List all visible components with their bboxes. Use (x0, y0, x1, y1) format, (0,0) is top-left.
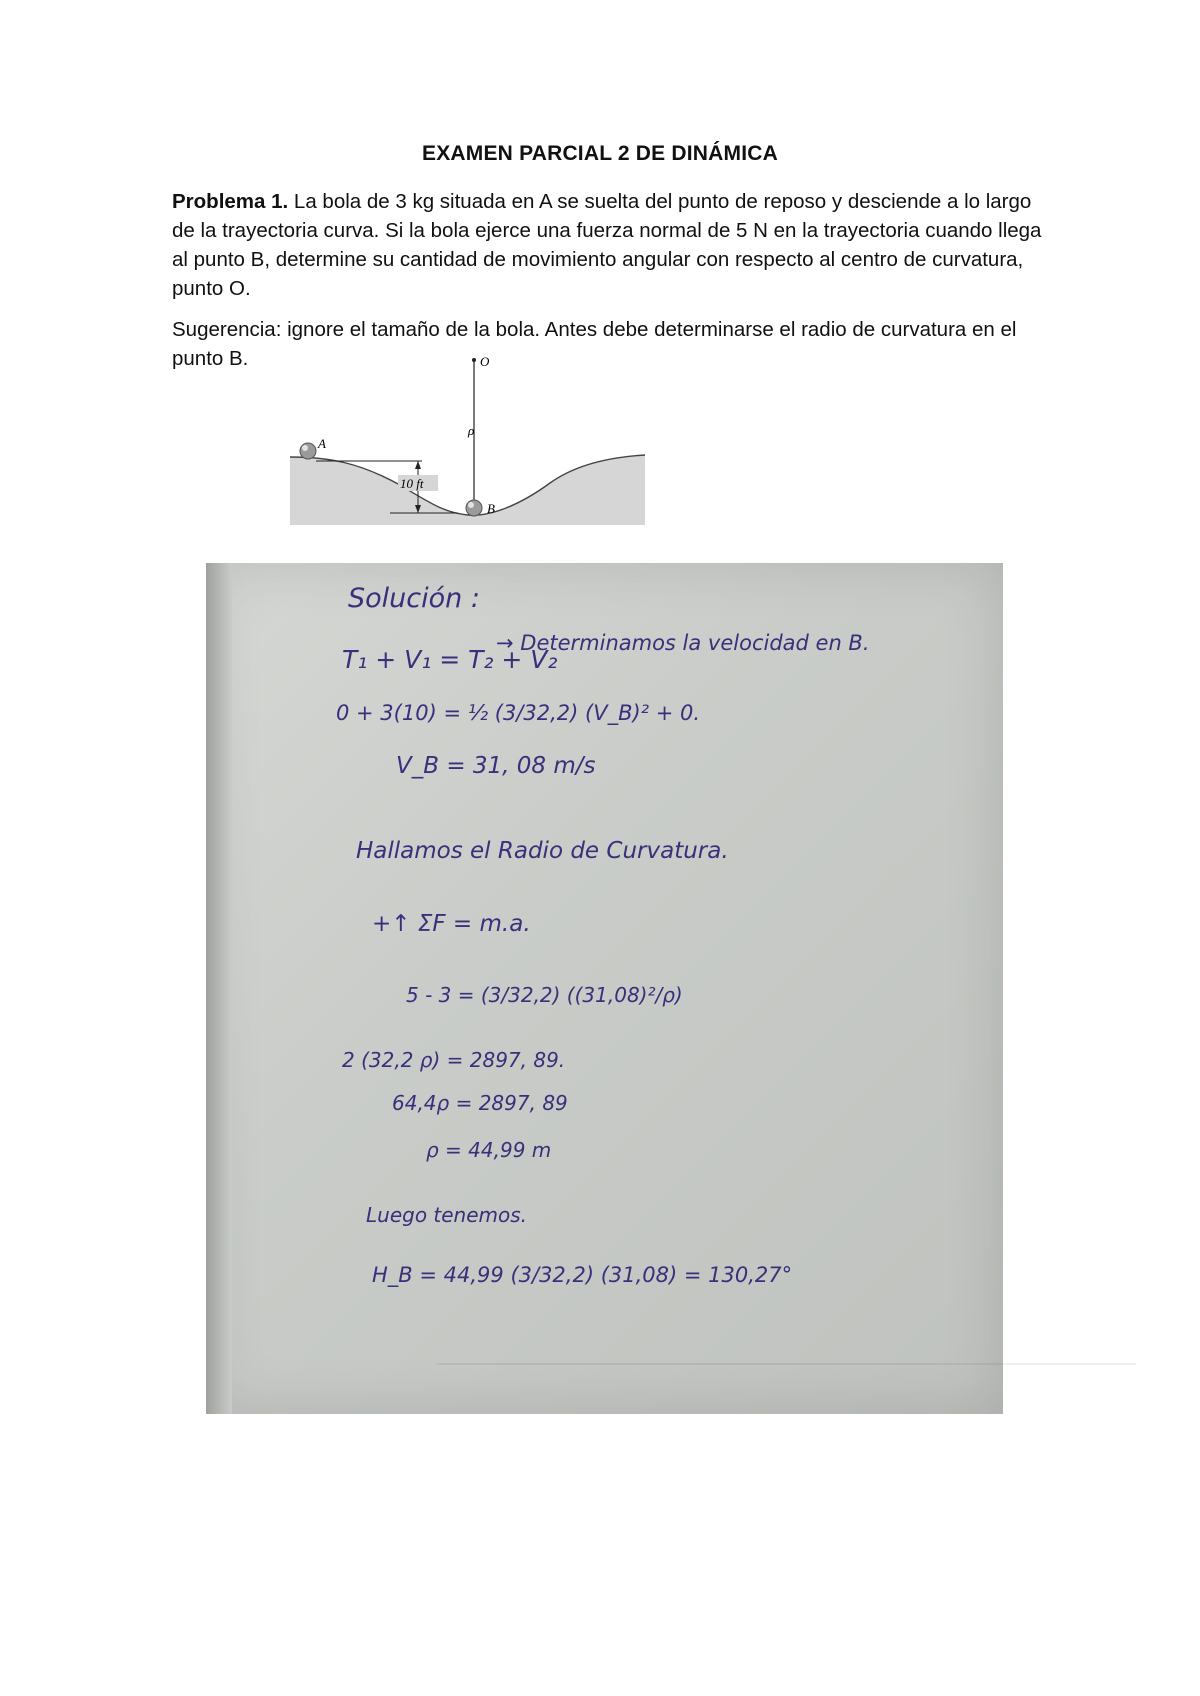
label-rho: ρ (468, 423, 475, 438)
problem-label: Problema 1. (172, 190, 289, 213)
height-label: 10 ft (400, 476, 424, 491)
label-a: A (318, 436, 326, 451)
problem-statement (172, 187, 1052, 303)
solution-line-7: 2 (32,2 ρ) = 2897, 89. (342, 1048, 566, 1072)
label-b: B (487, 501, 495, 516)
solution-line-4: Hallamos el Radio de Curvatura. (356, 838, 729, 864)
solution-note: → Determinamos la velocidad en B. (496, 631, 870, 655)
solution-line-8: 64,4ρ = 2897, 89 (392, 1091, 568, 1115)
trajectory-figure (290, 345, 650, 535)
solution-line-6: 5 - 3 = (3/32,2) ((31,08)²/ρ) (406, 983, 683, 1007)
trajectory-diagram (290, 345, 650, 535)
handwritten-solution-photo (206, 563, 1003, 1414)
solution-line-1: T₁ + V₁ = T₂ + V₂ (342, 645, 558, 674)
label-o: O (480, 354, 490, 369)
ball-a (300, 443, 316, 459)
page-title: EXAMEN PARCIAL 2 DE DINÁMICA (421, 142, 779, 165)
solution-line-5: +↑ ΣF = m.a. (372, 911, 531, 937)
center-point-o (472, 358, 476, 362)
problem-text: La bola de 3 kg situada en A se suelta del punto de reposo y desciende a lo largo de la trayectoria curva. Si la bola ejerce una fuerza normal de 5 N en la trayectoria cuando llega al punto B, determine su cantidad de movimiento angular con respecto al centro de curvatura, punto O. (172, 190, 1042, 300)
solution-heading: Solución : (348, 583, 480, 614)
hint-text: Sugerencia: ignore el tamaño de la bola. Antes debe determinarse el radio de curvatura en el punto B. (172, 318, 1017, 370)
photo-edge (206, 563, 232, 1414)
solution-line-3: V_B = 31, 08 m/s (396, 753, 596, 779)
solution-line-10: Luego tenemos. (366, 1203, 528, 1227)
solution-line-9: ρ = 44,99 m (426, 1138, 552, 1162)
ball-b (466, 500, 482, 516)
solution-line-11: H_B = 44,99 (3/32,2) (31,08) = 130,27° (372, 1263, 793, 1287)
solution-line-2: 0 + 3(10) = ½ (3/32,2) (V_B)² + 0. (336, 701, 701, 725)
